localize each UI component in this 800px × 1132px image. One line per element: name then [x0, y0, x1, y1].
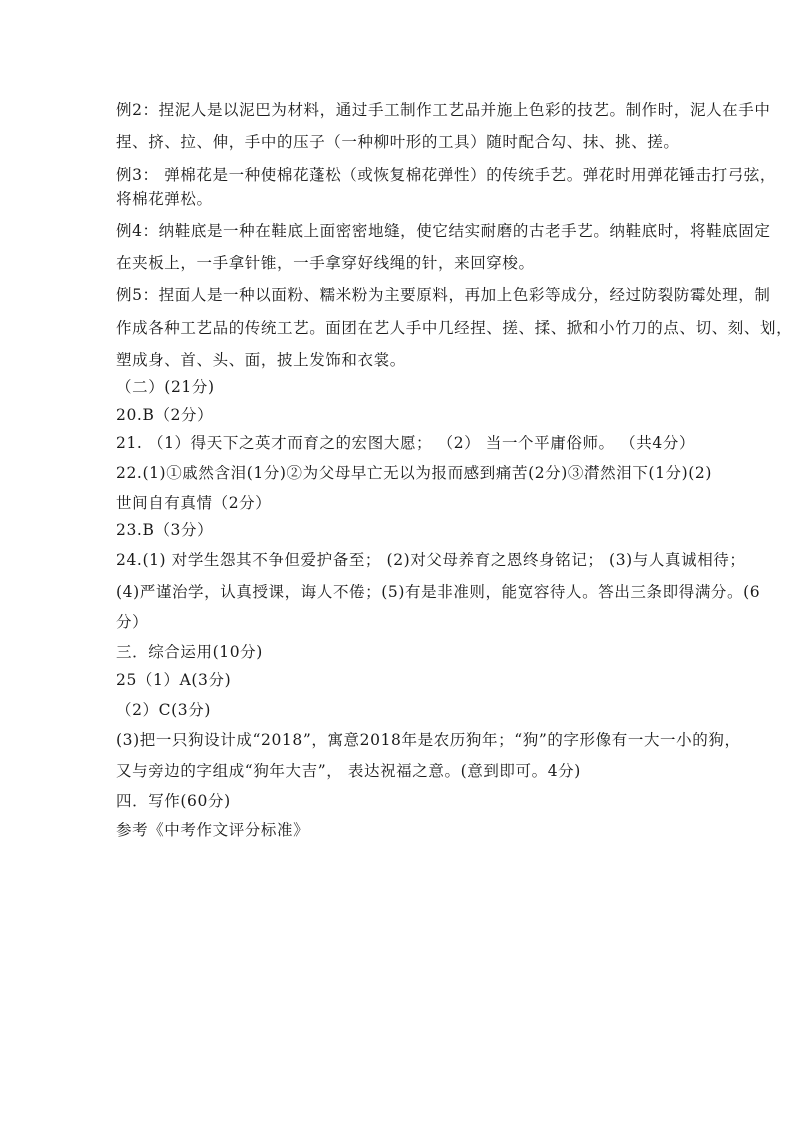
answer-line: 23.B（3分）: [116, 521, 214, 539]
answer-line: 25（1）A(3分): [116, 671, 232, 689]
answer-line: 捏、挤、拉、伸，手中的压子（一种柳叶形的工具）随时配合勾、抹、挑、搓。: [116, 133, 680, 151]
answer-line: 塑成身、首、头、面，披上发饰和衣裳。: [116, 351, 406, 369]
answer-line: 世间自有真情（2分）: [116, 494, 272, 512]
answer-line: 在夹板上，一手拿针锥，一手拿穿好线绳的针，来回穿梭。: [116, 254, 535, 272]
answer-line: 例3： 弹棉花是一种使棉花蓬松（或恢复棉花弹性）的传统手艺。弹花时用弹花锤击打弓弦，: [116, 166, 776, 184]
section-heading: 三．综合运用(10分): [116, 643, 263, 661]
answer-line: 将棉花弹松。: [116, 190, 213, 208]
section-heading: （二）(21分): [116, 378, 215, 396]
answer-line: （2）C(3分): [116, 701, 211, 719]
answer-line: 例4：纳鞋底是一种在鞋底上面密密地缝，使它结实耐磨的古老手艺。纳鞋底时，将鞋底固定: [116, 222, 771, 240]
answer-line: (4)严谨治学，认真授课，诲人不倦；(5)有是非准则，能宽容待人。答出三条即得满分。(6: [116, 583, 761, 601]
answer-line: 20.B（2分）: [116, 406, 214, 424]
answer-line: 参考《中考作文评分标准》: [116, 821, 310, 839]
answer-line: 24.(1) 对学生怨其不争但爱护备至； (2)对父母养育之恩终身铭记； (3)与人真诚相待；: [116, 551, 746, 569]
answer-line: 21. （1）得天下之英才而育之的宏图大愿； （2） 当一个平庸俗师。 （共4分）: [116, 434, 696, 452]
answer-line: 分）: [116, 613, 149, 631]
answer-line: (3)把一只狗设计成“2018”，寓意2018年是农历狗年；“狗”的字形像有一大一小的狗，: [116, 731, 741, 749]
answer-line: 例5：捏面人是一种以面粉、糯米粉为主要原料，再加上色彩等成分，经过防裂防霉处理，制: [116, 286, 771, 304]
answer-line: 作成各种工艺品的传统工艺。面团在艺人手中几经捏、搓、揉、掀和小竹刀的点、切、刻、划，: [116, 319, 793, 337]
answer-line: 例2：捏泥人是以泥巴为材料，通过手工制作工艺品并施上色彩的技艺。制作时，泥人在手中: [116, 101, 771, 119]
section-heading: 四．写作(60分): [116, 792, 231, 810]
answer-line: 22.(1)①戚然含泪(1分)②为父母早亡无以为报而感到痛苦(2分)③潸然泪下(1分)(2): [116, 464, 713, 482]
answer-line: 又与旁边的字组成“狗年大吉”， 表达祝福之意。(意到即可。4分): [116, 762, 581, 780]
